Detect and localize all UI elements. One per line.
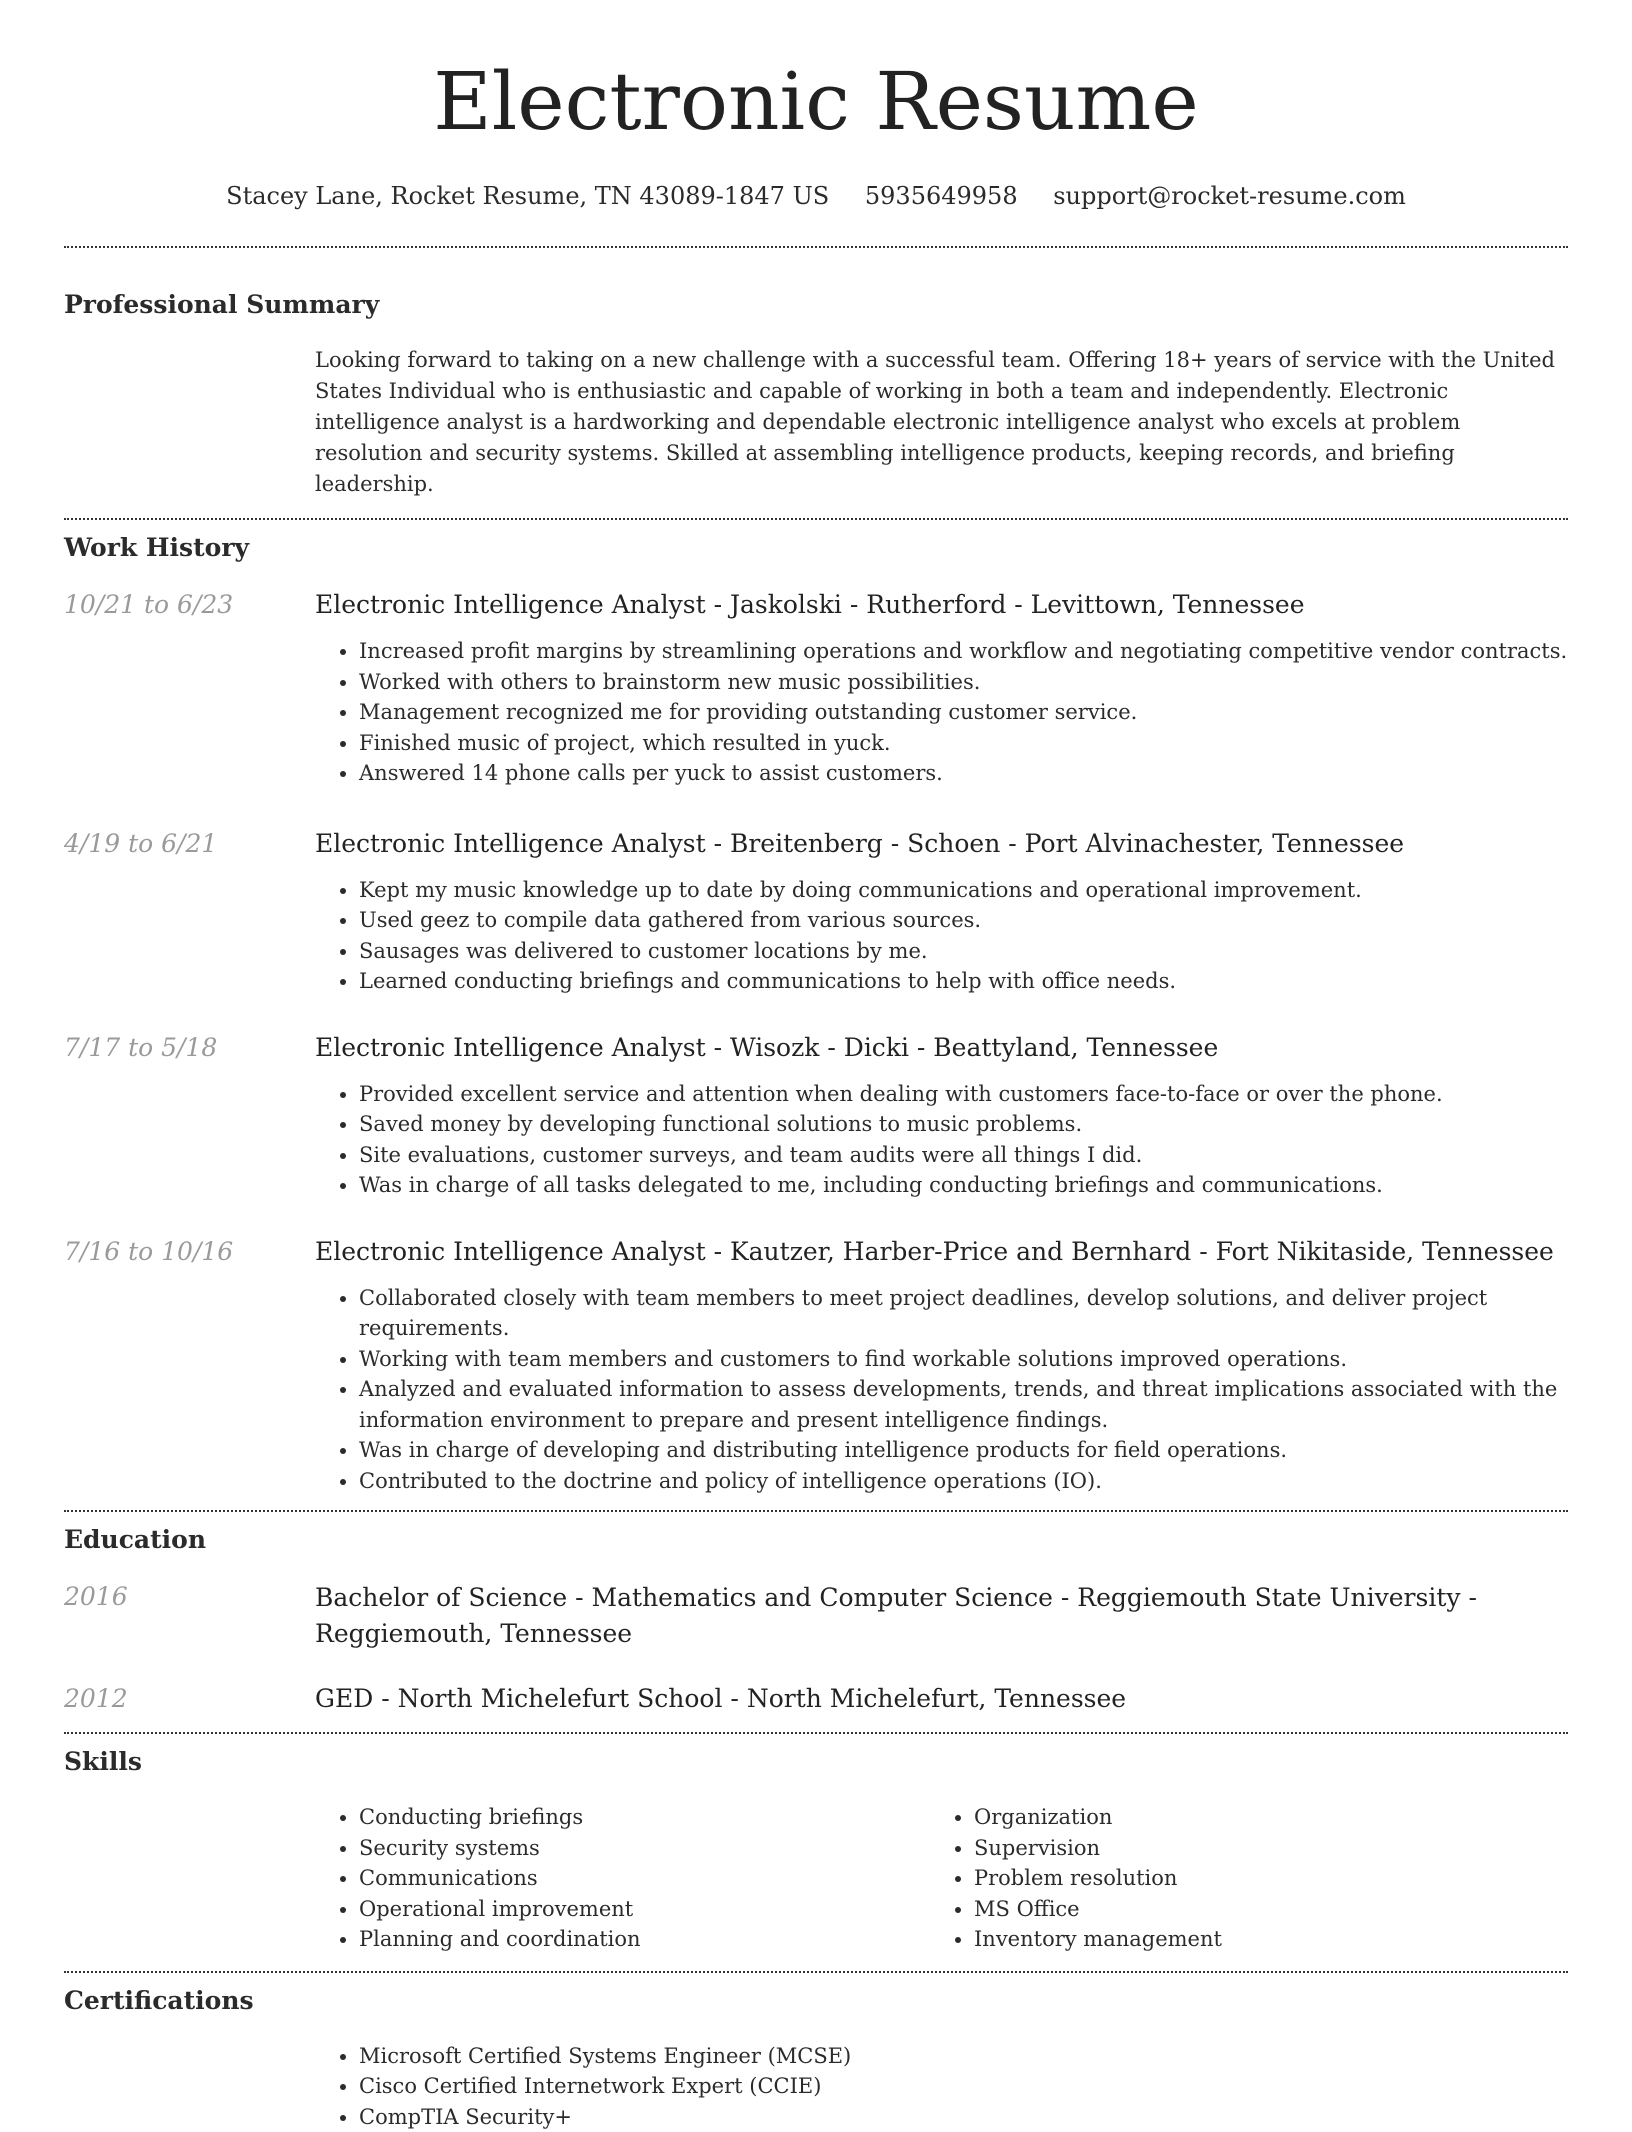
skills-list-right: [930, 1802, 1545, 1955]
skill-item: • Operational improvement: [359, 1894, 930, 1925]
certifications-row: [64, 2041, 1568, 2132]
contact-line: [64, 180, 1568, 212]
education-entry: [64, 1682, 1568, 1716]
skills-grid: [315, 1802, 1568, 1955]
list-item: • Site evaluations, customer surveys, and team audits were all things I did.: [359, 1140, 1568, 1171]
summary-section: [64, 289, 1568, 500]
certification-item: • Microsoft Certified Systems Engineer (MCSE): [359, 2041, 1568, 2072]
skill-item: • Organization: [974, 1802, 1545, 1833]
resume-page: [64, 0, 1568, 2132]
resume-title: Electronic Resume: [64, 0, 1568, 150]
section-title-certifications: Certifications: [64, 1985, 1568, 2017]
skill-item: • Inventory management: [974, 1924, 1545, 1955]
contact-email: support@rocket-resume.com: [1053, 180, 1406, 212]
list-item: • Contributed to the doctrine and policy of intelligence operations (IO).: [359, 1466, 1568, 1497]
list-item: • Learned conducting briefings and communications to help with office needs.: [359, 966, 1568, 997]
job-title: Electronic Intelligence Analyst - Jaskolski - Rutherford - Levittown, Tennessee: [315, 588, 1568, 622]
job-title: Electronic Intelligence Analyst - Breitenberg - Schoen - Port Alvinachester, Tennessee: [315, 827, 1568, 861]
certification-item: • CompTIA Security+: [359, 2102, 1568, 2132]
list-item: • Answered 14 phone calls per yuck to assist customers.: [359, 758, 1568, 789]
job-entry: [64, 588, 1568, 789]
job-bullets: [315, 875, 1568, 997]
list-item: • Working with team members and customers to find workable solutions improved operations.: [359, 1344, 1568, 1375]
job-bullets: [315, 1283, 1568, 1497]
skill-item: • Problem resolution: [974, 1863, 1545, 1894]
list-item: • Collaborated closely with team members to meet project deadlines, develop solutions, and deliver project requirements.: [359, 1283, 1568, 1344]
list-item: • Kept my music knowledge up to date by doing communications and operational improvement.: [359, 875, 1568, 906]
job-entry: [64, 827, 1568, 997]
section-title-work-history: Work History: [64, 532, 1568, 564]
job-dates: 10/21 to 6/23: [64, 588, 315, 789]
section-title-summary: Professional Summary: [64, 289, 1568, 321]
job-dates: 7/16 to 10/16: [64, 1235, 315, 1497]
certification-item: • Cisco Certified Internetwork Expert (CCIE): [359, 2071, 1568, 2102]
skills-row: [64, 1802, 1568, 1955]
education-detail: Bachelor of Science - Mathematics and Computer Science - Reggiemouth State University - Reggiemouth, Tennessee: [315, 1580, 1568, 1652]
skill-item: • Security systems: [359, 1833, 930, 1864]
education-year: 2016: [64, 1580, 315, 1652]
divider: [64, 1732, 1568, 1734]
certifications-section: [64, 1985, 1568, 2132]
certifications-list: [315, 2041, 1568, 2132]
education-entry: [64, 1580, 1568, 1652]
list-item: • Sausages was delivered to customer locations by me.: [359, 936, 1568, 967]
summary-row: [64, 345, 1568, 500]
summary-text: Looking forward to taking on a new challenge with a successful team. Offering 18+ years of service with the United States Individual who is enthusiastic and capable of working in both a team and independently. Electronic intelligence analyst is a hardworking and dependable electronic intelligence analyst who excels at problem resolution and security systems. Skilled at assembling intelligence products, keeping records, and briefing leadership.: [315, 345, 1568, 500]
education-year: 2012: [64, 1682, 315, 1716]
education-section: [64, 1524, 1568, 1716]
contact-address: Stacey Lane, Rocket Resume, TN 43089-1847 US: [226, 180, 829, 212]
job-dates: 4/19 to 6/21: [64, 827, 315, 997]
skill-item: • Communications: [359, 1863, 930, 1894]
list-item: • Was in charge of developing and distributing intelligence products for field operations.: [359, 1435, 1568, 1466]
list-item: • Was in charge of all tasks delegated to me, including conducting briefings and communications.: [359, 1170, 1568, 1201]
job-dates: 7/17 to 5/18: [64, 1031, 315, 1201]
skill-item: • Planning and coordination: [359, 1924, 930, 1955]
job-entry: [64, 1031, 1568, 1201]
list-item: • Analyzed and evaluated information to assess developments, trends, and threat implications associated with the information environment to prepare and present intelligence findings.: [359, 1374, 1568, 1435]
skill-item: • Conducting briefings: [359, 1802, 930, 1833]
job-bullets: [315, 636, 1568, 789]
job-title: Electronic Intelligence Analyst - Kautzer, Harber-Price and Bernhard - Fort Nikitaside, Tennessee: [315, 1235, 1568, 1269]
section-title-education: Education: [64, 1524, 1568, 1556]
list-item: • Saved money by developing functional solutions to music problems.: [359, 1109, 1568, 1140]
job-entry: [64, 1235, 1568, 1497]
job-bullets: [315, 1079, 1568, 1201]
skill-item: • MS Office: [974, 1894, 1545, 1925]
divider: [64, 1971, 1568, 1973]
divider: [64, 518, 1568, 520]
list-item: • Management recognized me for providing outstanding customer service.: [359, 697, 1568, 728]
section-title-skills: Skills: [64, 1746, 1568, 1778]
skill-item: • Supervision: [974, 1833, 1545, 1864]
list-item: • Used geez to compile data gathered from various sources.: [359, 905, 1568, 936]
list-item: • Finished music of project, which resulted in yuck.: [359, 728, 1568, 759]
list-item: • Increased profit margins by streamlining operations and workflow and negotiating competitive vendor contracts.: [359, 636, 1568, 667]
job-title: Electronic Intelligence Analyst - Wisozk - Dicki - Beattyland, Tennessee: [315, 1031, 1568, 1065]
list-item: • Worked with others to brainstorm new music possibilities.: [359, 667, 1568, 698]
education-detail: GED - North Michelefurt School - North Michelefurt, Tennessee: [315, 1682, 1568, 1716]
divider: [64, 1510, 1568, 1512]
skills-section: [64, 1746, 1568, 1955]
contact-phone: 5935649958: [865, 180, 1018, 212]
list-item: • Provided excellent service and attention when dealing with customers face-to-face or over the phone.: [359, 1079, 1568, 1110]
divider: [64, 246, 1568, 248]
work-history-section: [64, 532, 1568, 1496]
skills-list-left: [315, 1802, 930, 1955]
